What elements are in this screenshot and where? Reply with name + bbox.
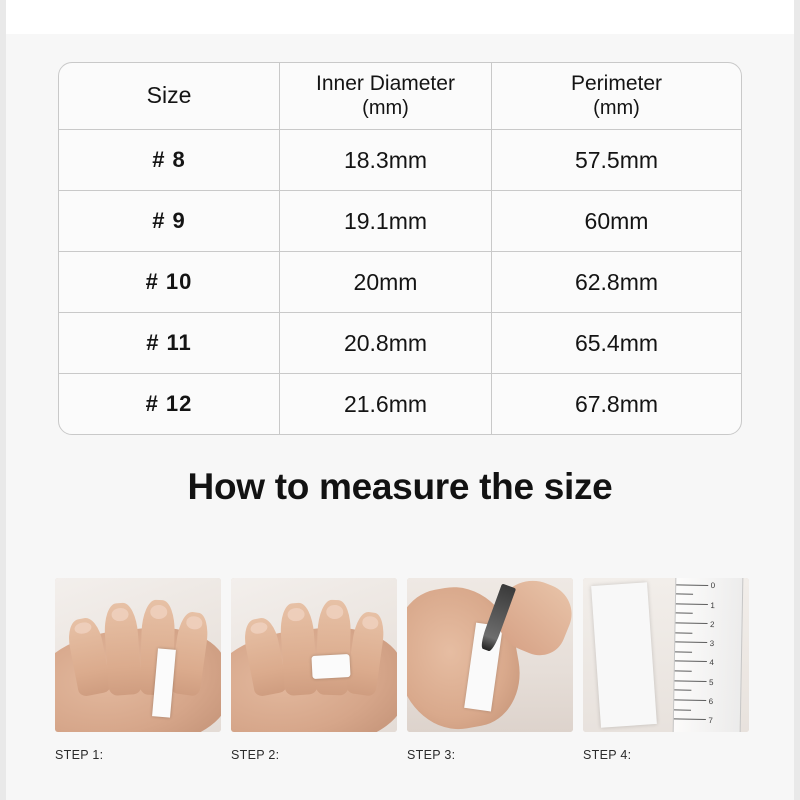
- ruler-tick: [674, 699, 706, 701]
- cell-size: # 12: [145, 391, 193, 416]
- header-perimeter: [491, 63, 741, 129]
- ruler-tick: [675, 680, 707, 682]
- ruler-tick: [674, 718, 706, 720]
- cell-inner-diameter: 21.6mm: [279, 374, 491, 434]
- fingernail: [185, 615, 202, 630]
- cell-perimeter: 60mm: [491, 191, 741, 251]
- ruler-shape: [673, 578, 744, 732]
- table-row: [59, 312, 741, 373]
- step-2-label: STEP 2:: [231, 748, 280, 762]
- cell-perimeter: 62.8mm: [491, 252, 741, 312]
- ruler-number: 0: [710, 581, 716, 591]
- header-size: [59, 63, 279, 129]
- header-inner-diameter: [279, 63, 491, 129]
- step-3-photo: [407, 578, 573, 732]
- header-perimeter-title: Perimeter: [570, 71, 663, 95]
- fingernail: [361, 615, 378, 630]
- header-inner-diameter-title: Inner Diameter: [316, 71, 455, 95]
- header-perimeter-unit: (mm): [593, 96, 640, 119]
- cell-size: # 10: [145, 269, 193, 294]
- step-4-label: STEP 4:: [583, 748, 632, 762]
- ruler-number: 2: [709, 619, 715, 629]
- ruler-number: 1: [710, 600, 715, 610]
- step-1-label: STEP 1:: [55, 748, 104, 762]
- ruler-tick: [675, 670, 692, 671]
- cell-inner-diameter: 20.8mm: [279, 313, 491, 373]
- step-4: [583, 578, 749, 762]
- ruler-tick: [674, 690, 691, 691]
- step-3: [407, 578, 573, 762]
- ruler-tick: [676, 613, 693, 614]
- ruler-tick: [675, 642, 707, 644]
- step-1-photo: [55, 578, 221, 732]
- page-title: How to measure the size: [187, 466, 613, 507]
- table-row: [59, 373, 741, 434]
- step-2: [231, 578, 397, 762]
- table-header-row: [59, 63, 741, 129]
- step-1: [55, 578, 221, 762]
- top-white-strip: [0, 0, 800, 34]
- cell-size: # 11: [146, 330, 192, 355]
- step-2-photo: [231, 578, 397, 732]
- ruler-tick: [675, 632, 692, 633]
- ruler-number: 6: [708, 696, 714, 706]
- cell-perimeter: 67.8mm: [491, 374, 741, 434]
- fingernail: [150, 604, 168, 619]
- ruler-tick: [676, 594, 693, 595]
- fingernail: [112, 607, 130, 622]
- table-row: [59, 251, 741, 312]
- header-inner-diameter-unit: (mm): [362, 96, 409, 119]
- ruler-tick: [676, 622, 708, 624]
- steps-gallery: [55, 578, 747, 762]
- ruler-tick: [676, 603, 708, 605]
- cell-size: # 8: [152, 147, 186, 172]
- fingernail: [73, 621, 92, 636]
- cell-size: # 9: [152, 208, 186, 233]
- left-edge-strip: [0, 0, 6, 800]
- cell-perimeter: 65.4mm: [491, 313, 741, 373]
- cell-inner-diameter: 20mm: [279, 252, 491, 312]
- right-edge-strip: [794, 0, 800, 800]
- ruler-number: 7: [708, 715, 713, 725]
- ruler-tick: [674, 709, 691, 710]
- ruler-tick: [675, 661, 707, 663]
- step-3-label: STEP 3:: [407, 748, 456, 762]
- ruler-number: 5: [708, 677, 714, 687]
- ruler-number: 4: [709, 658, 714, 668]
- paper-strip-wrapped: [312, 654, 351, 679]
- cell-inner-diameter: 19.1mm: [279, 191, 491, 251]
- step-4-photo: [583, 578, 749, 732]
- paper-strip: [591, 582, 657, 727]
- cell-perimeter: 57.5mm: [491, 130, 741, 190]
- ring-size-table: [58, 62, 742, 435]
- header-size-title: Size: [146, 82, 192, 109]
- ruler-number: 3: [709, 639, 715, 649]
- fingernail: [249, 621, 268, 636]
- ruler-tick: [676, 584, 708, 586]
- fingernail: [326, 604, 344, 619]
- table-row: [59, 129, 741, 190]
- cell-inner-diameter: 18.3mm: [279, 130, 491, 190]
- table-row: [59, 190, 741, 251]
- fingernail: [288, 607, 306, 622]
- ruler-tick: [675, 651, 692, 652]
